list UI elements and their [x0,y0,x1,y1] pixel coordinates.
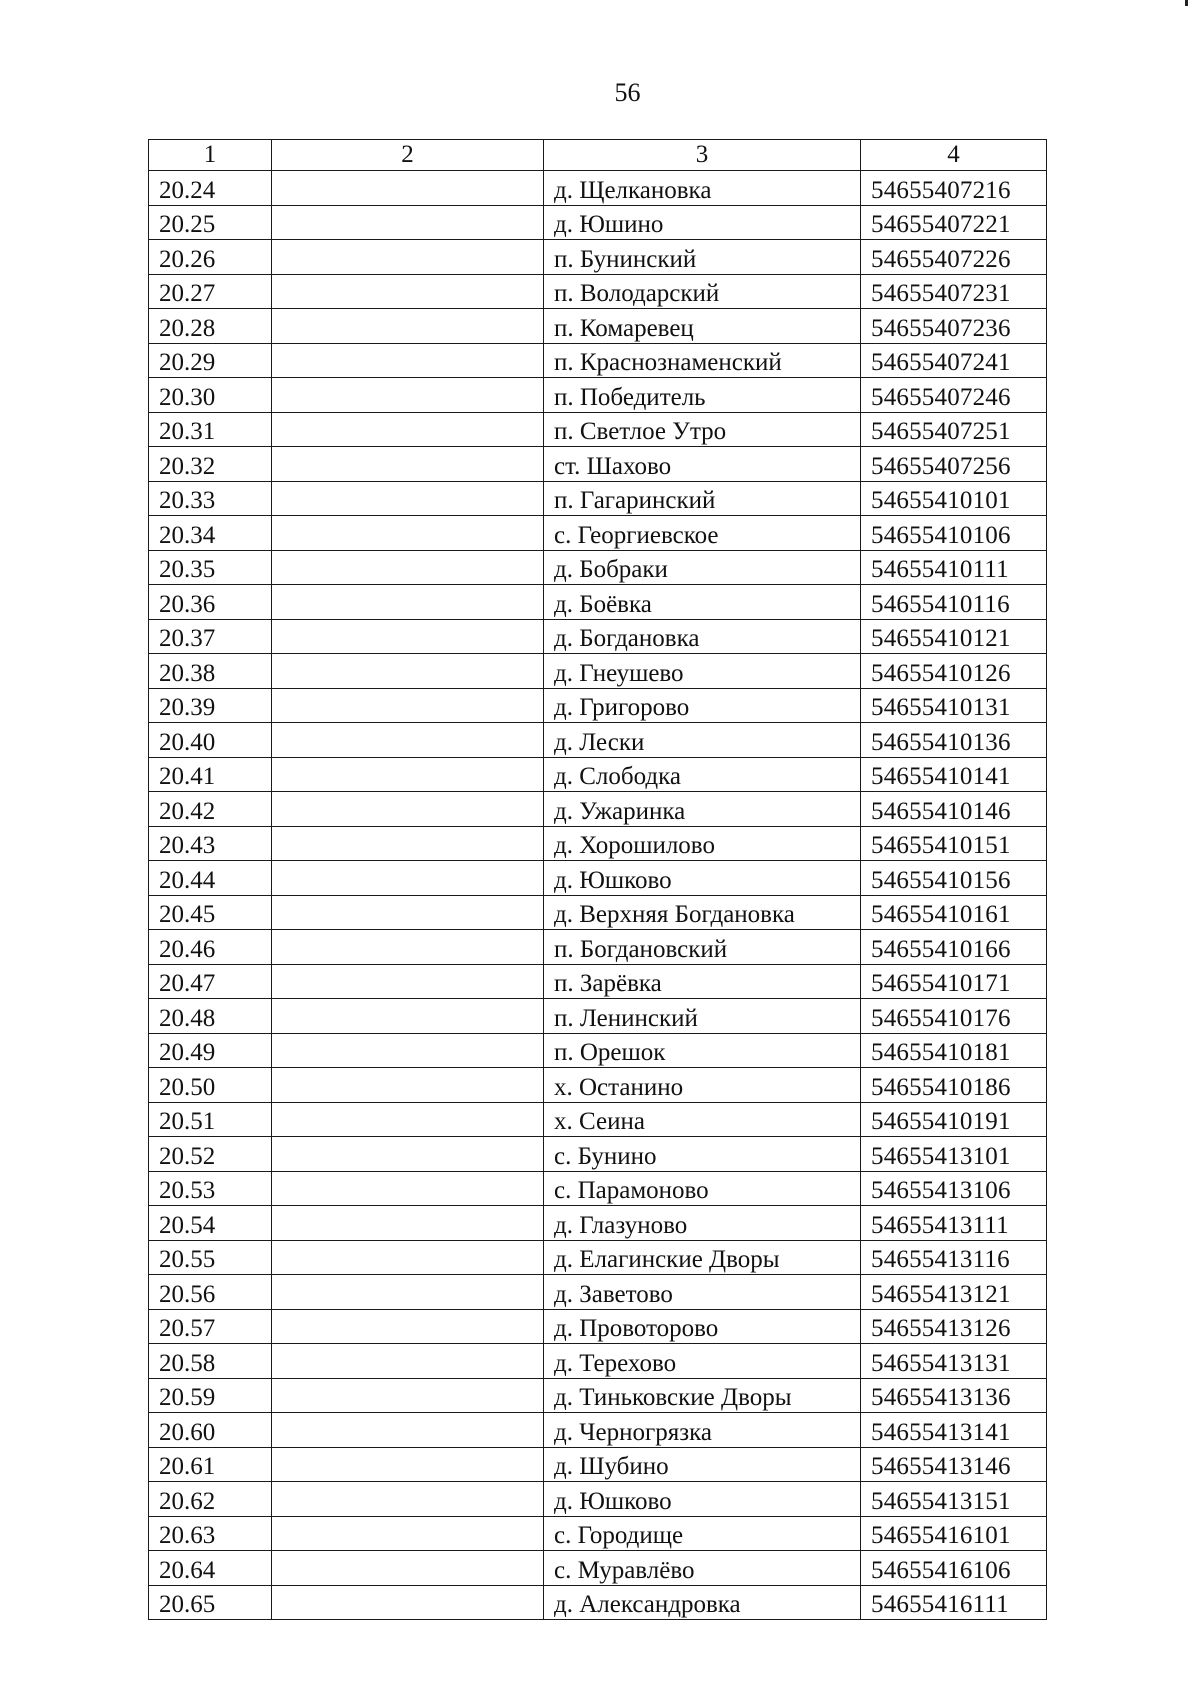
row-number-cell: 20.46 [149,930,272,965]
header-row [149,140,1047,171]
table-header [149,140,1047,171]
table-row [149,999,1047,1034]
table-row [149,1171,1047,1206]
empty-cell [272,309,544,344]
row-number-cell: 20.26 [149,240,272,275]
scan-edge-mark [1185,0,1188,6]
empty-cell [272,654,544,689]
empty-cell [272,619,544,654]
code-cell: 54655413106 [861,1171,1047,1206]
empty-cell [272,274,544,309]
settlement-name-cell: п. Орешок [544,1033,861,1068]
row-number-cell: 20.31 [149,412,272,447]
table-row [149,826,1047,861]
settlement-name-cell: х. Сеина [544,1102,861,1137]
code-cell: 54655410191 [861,1102,1047,1137]
row-number-cell: 20.44 [149,861,272,896]
empty-cell [272,1516,544,1551]
table-row [149,723,1047,758]
code-cell: 54655410156 [861,861,1047,896]
settlement-name-cell: д. Тиньковские Дворы [544,1378,861,1413]
row-number-cell: 20.51 [149,1102,272,1137]
code-cell: 54655410126 [861,654,1047,689]
code-cell: 54655410151 [861,826,1047,861]
settlements-table [148,139,1047,1620]
code-cell: 54655410111 [861,550,1047,585]
header-col-2: 2 [272,140,544,171]
settlement-name-cell: д. Юшково [544,1482,861,1517]
empty-cell [272,999,544,1034]
empty-cell [272,757,544,792]
row-number-cell: 20.64 [149,1551,272,1586]
settlement-name-cell: д. Черногрязка [544,1413,861,1448]
settlement-name-cell: п. Володарский [544,274,861,309]
row-number-cell: 20.29 [149,343,272,378]
settlement-name-cell: д. Провоторово [544,1309,861,1344]
row-number-cell: 20.49 [149,1033,272,1068]
empty-cell [272,1275,544,1310]
row-number-cell: 20.33 [149,481,272,516]
settlement-name-cell: д. Терехово [544,1344,861,1379]
code-cell: 54655416111 [861,1585,1047,1620]
empty-cell [272,412,544,447]
table-row [149,274,1047,309]
empty-cell [272,1551,544,1586]
empty-cell [272,1482,544,1517]
settlement-name-cell: п. Зарёвка [544,964,861,999]
settlement-name-cell: п. Комаревец [544,309,861,344]
settlement-name-cell: д. Юшино [544,205,861,240]
table-row [149,1413,1047,1448]
settlement-name-cell: д. Лески [544,723,861,758]
table-row [149,343,1047,378]
settlement-name-cell: с. Бунино [544,1137,861,1172]
row-number-cell: 20.41 [149,757,272,792]
code-cell: 54655416106 [861,1551,1047,1586]
code-cell: 54655410106 [861,516,1047,551]
code-cell: 54655407226 [861,240,1047,275]
code-cell: 54655413141 [861,1413,1047,1448]
row-number-cell: 20.43 [149,826,272,861]
code-cell: 54655413101 [861,1137,1047,1172]
settlement-name-cell: п. Богдановский [544,930,861,965]
settlement-name-cell: д. Щелкановка [544,171,861,206]
settlement-name-cell: д. Елагинские Дворы [544,1240,861,1275]
table-row [149,1068,1047,1103]
empty-cell [272,1206,544,1241]
settlement-name-cell: д. Александровка [544,1585,861,1620]
row-number-cell: 20.57 [149,1309,272,1344]
empty-cell [272,481,544,516]
code-cell: 54655410186 [861,1068,1047,1103]
empty-cell [272,516,544,551]
table-row [149,792,1047,827]
empty-cell [272,240,544,275]
table-row [149,585,1047,620]
row-number-cell: 20.38 [149,654,272,689]
row-number-cell: 20.50 [149,1068,272,1103]
empty-cell [272,1102,544,1137]
row-number-cell: 20.37 [149,619,272,654]
settlement-name-cell: д. Хорошилово [544,826,861,861]
row-number-cell: 20.35 [149,550,272,585]
table-row [149,964,1047,999]
code-cell: 54655410161 [861,895,1047,930]
row-number-cell: 20.28 [149,309,272,344]
row-number-cell: 20.30 [149,378,272,413]
table-row [149,1102,1047,1137]
table-row [149,1551,1047,1586]
table-row [149,1378,1047,1413]
row-number-cell: 20.61 [149,1447,272,1482]
row-number-cell: 20.42 [149,792,272,827]
row-number-cell: 20.34 [149,516,272,551]
settlement-name-cell: с. Муравлёво [544,1551,861,1586]
empty-cell [272,585,544,620]
table-row [149,481,1047,516]
header-col-3: 3 [544,140,861,171]
code-cell: 54655413111 [861,1206,1047,1241]
code-cell: 54655410166 [861,930,1047,965]
table-row [149,171,1047,206]
code-cell: 54655413131 [861,1344,1047,1379]
settlement-name-cell: д. Юшково [544,861,861,896]
row-number-cell: 20.59 [149,1378,272,1413]
settlement-name-cell: д. Боёвка [544,585,861,620]
empty-cell [272,1378,544,1413]
code-cell: 54655410121 [861,619,1047,654]
code-cell: 54655407246 [861,378,1047,413]
row-number-cell: 20.39 [149,688,272,723]
empty-cell [272,205,544,240]
code-cell: 54655410101 [861,481,1047,516]
empty-cell [272,378,544,413]
empty-cell [272,964,544,999]
table-row [149,550,1047,585]
settlement-name-cell: д. Богдановка [544,619,861,654]
row-number-cell: 20.55 [149,1240,272,1275]
table-row [149,205,1047,240]
code-cell: 54655410176 [861,999,1047,1034]
code-cell: 54655407231 [861,274,1047,309]
settlement-name-cell: х. Останино [544,1068,861,1103]
empty-cell [272,1309,544,1344]
table-row [149,619,1047,654]
row-number-cell: 20.48 [149,999,272,1034]
empty-cell [272,1447,544,1482]
code-cell: 54655410131 [861,688,1047,723]
row-number-cell: 20.58 [149,1344,272,1379]
settlement-name-cell: д. Шубино [544,1447,861,1482]
code-cell: 54655413121 [861,1275,1047,1310]
table-row [149,930,1047,965]
table-row [149,1206,1047,1241]
table-row [149,654,1047,689]
row-number-cell: 20.32 [149,447,272,482]
row-number-cell: 20.36 [149,585,272,620]
empty-cell [272,1344,544,1379]
table-row [149,895,1047,930]
row-number-cell: 20.63 [149,1516,272,1551]
table-row [149,412,1047,447]
row-number-cell: 20.27 [149,274,272,309]
empty-cell [272,826,544,861]
empty-cell [272,1413,544,1448]
table-row [149,1482,1047,1517]
settlement-name-cell: д. Заветово [544,1275,861,1310]
code-cell: 54655410141 [861,757,1047,792]
code-cell: 54655407241 [861,343,1047,378]
header-col-4: 4 [861,140,1047,171]
code-cell: 54655410181 [861,1033,1047,1068]
row-number-cell: 20.24 [149,171,272,206]
table-row [149,1585,1047,1620]
code-cell: 54655410171 [861,964,1047,999]
table-body [149,171,1047,1620]
table-row [149,516,1047,551]
settlement-name-cell: д. Бобраки [544,550,861,585]
row-number-cell: 20.52 [149,1137,272,1172]
settlement-name-cell: д. Гнеушево [544,654,861,689]
empty-cell [272,343,544,378]
row-number-cell: 20.56 [149,1275,272,1310]
row-number-cell: 20.65 [149,1585,272,1620]
code-cell: 54655407221 [861,205,1047,240]
header-col-1: 1 [149,140,272,171]
table-row [149,240,1047,275]
table-row [149,1344,1047,1379]
settlement-name-cell: п. Светлое Утро [544,412,861,447]
settlement-name-cell: п. Краснознаменский [544,343,861,378]
table-row [149,861,1047,896]
empty-cell [272,1033,544,1068]
code-cell: 54655407256 [861,447,1047,482]
empty-cell [272,1171,544,1206]
code-cell: 54655410146 [861,792,1047,827]
table-row [149,1516,1047,1551]
table-row [149,1309,1047,1344]
code-cell: 54655413151 [861,1482,1047,1517]
table-row [149,378,1047,413]
table-row [149,1033,1047,1068]
empty-cell [272,1068,544,1103]
settlement-name-cell: ст. Шахово [544,447,861,482]
table-row [149,1447,1047,1482]
settlement-name-cell: д. Верхняя Богдановка [544,895,861,930]
table-row [149,757,1047,792]
page-number: 56 [614,78,641,107]
code-cell: 54655413136 [861,1378,1047,1413]
empty-cell [272,1240,544,1275]
settlement-name-cell: д. Слободка [544,757,861,792]
table-row [149,688,1047,723]
row-number-cell: 20.45 [149,895,272,930]
table-row [149,1137,1047,1172]
code-cell: 54655407236 [861,309,1047,344]
empty-cell [272,171,544,206]
table-row [149,1275,1047,1310]
empty-cell [272,792,544,827]
empty-cell [272,1137,544,1172]
code-cell: 54655407251 [861,412,1047,447]
empty-cell [272,723,544,758]
settlement-name-cell: д. Ужаринка [544,792,861,827]
row-number-cell: 20.25 [149,205,272,240]
settlement-name-cell: п. Победитель [544,378,861,413]
empty-cell [272,447,544,482]
settlement-name-cell: с. Городище [544,1516,861,1551]
code-cell: 54655413116 [861,1240,1047,1275]
code-cell: 54655410136 [861,723,1047,758]
settlement-name-cell: д. Глазуново [544,1206,861,1241]
table-row [149,309,1047,344]
code-cell: 54655407216 [861,171,1047,206]
settlement-name-cell: с. Парамоново [544,1171,861,1206]
row-number-cell: 20.54 [149,1206,272,1241]
empty-cell [272,688,544,723]
empty-cell [272,861,544,896]
code-cell: 54655410116 [861,585,1047,620]
settlement-name-cell: с. Георгиевское [544,516,861,551]
code-cell: 54655416101 [861,1516,1047,1551]
settlement-name-cell: д. Григорово [544,688,861,723]
empty-cell [272,550,544,585]
settlement-name-cell: п. Гагаринский [544,481,861,516]
code-cell: 54655413146 [861,1447,1047,1482]
row-number-cell: 20.40 [149,723,272,758]
settlement-name-cell: п. Бунинский [544,240,861,275]
settlement-name-cell: п. Ленинский [544,999,861,1034]
code-cell: 54655413126 [861,1309,1047,1344]
table-row [149,1240,1047,1275]
empty-cell [272,930,544,965]
empty-cell [272,895,544,930]
row-number-cell: 20.60 [149,1413,272,1448]
table-row [149,447,1047,482]
row-number-cell: 20.47 [149,964,272,999]
empty-cell [272,1585,544,1620]
row-number-cell: 20.62 [149,1482,272,1517]
row-number-cell: 20.53 [149,1171,272,1206]
